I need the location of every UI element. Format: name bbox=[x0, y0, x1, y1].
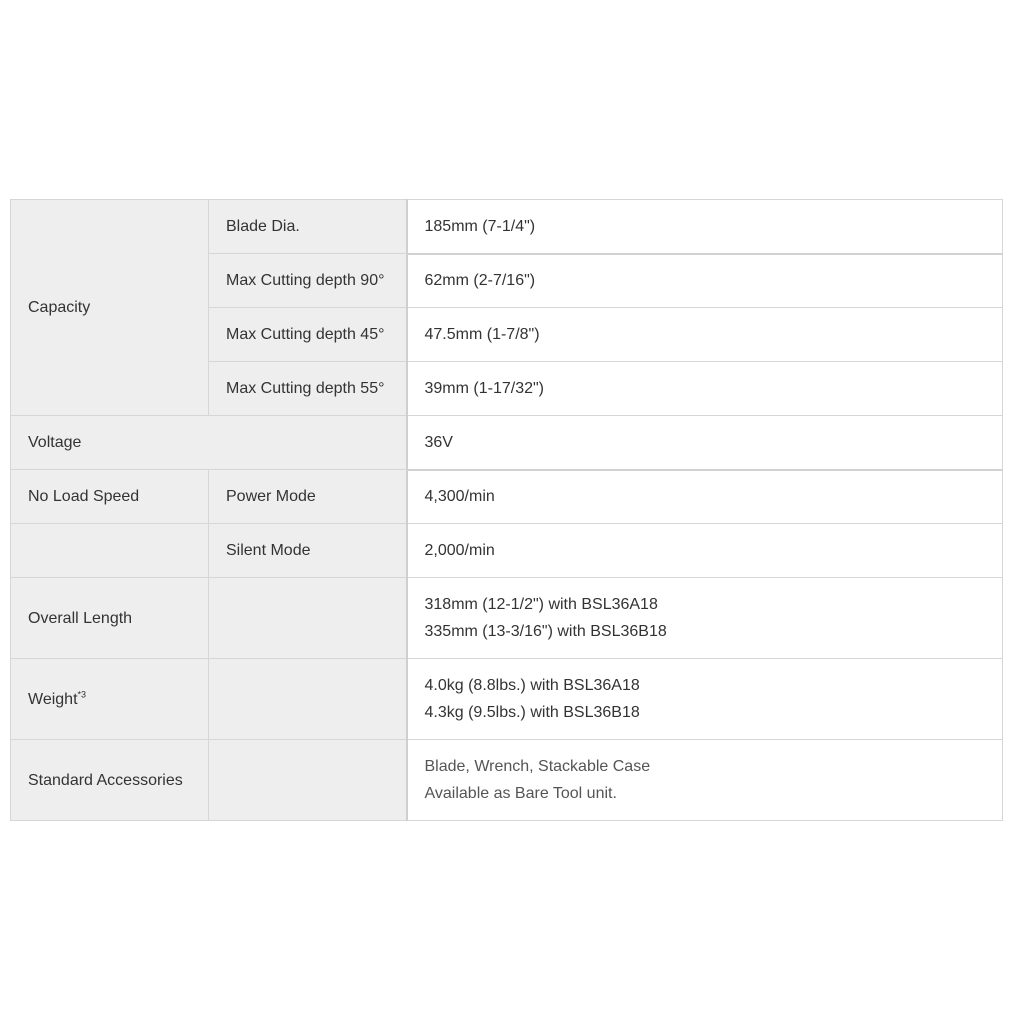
overall-length-label: Overall Length bbox=[11, 578, 209, 659]
weight-value bbox=[407, 659, 1003, 740]
overall-length-line-1: 318mm (12-1/2") with BSL36A18 bbox=[424, 596, 658, 613]
weight-label-text: Weight bbox=[28, 690, 78, 708]
cutting-depth-55-value: 39mm (1-17/32") bbox=[407, 362, 1003, 416]
cutting-depth-45-value: 47.5mm (1-7/8") bbox=[407, 308, 1003, 362]
weight-label bbox=[11, 659, 209, 740]
cutting-depth-55-label: Max Cutting depth 55° bbox=[209, 362, 407, 416]
spec-table bbox=[10, 199, 1003, 821]
cutting-depth-90-label: Max Cutting depth 90° bbox=[209, 254, 407, 308]
overall-length-value bbox=[407, 578, 1003, 659]
voltage-value: 36V bbox=[407, 416, 1003, 470]
cutting-depth-90-value: 62mm (2-7/16") bbox=[407, 254, 1003, 308]
weight-footnote: *3 bbox=[77, 689, 87, 700]
standard-accessories-label: Standard Accessories bbox=[11, 740, 209, 821]
table-row bbox=[11, 470, 1003, 524]
empty-cell bbox=[209, 740, 407, 821]
standard-accessories-value bbox=[407, 740, 1003, 821]
accessories-line-1: Blade, Wrench, Stackable Case bbox=[424, 758, 651, 775]
table-row bbox=[11, 578, 1003, 659]
overall-length-line-2: 335mm (13-3/16") with BSL36B18 bbox=[424, 623, 667, 640]
accessories-line-2: Available as Bare Tool unit. bbox=[424, 785, 617, 802]
power-mode-value: 4,300/min bbox=[407, 470, 1003, 524]
cutting-depth-45-label: Max Cutting depth 45° bbox=[209, 308, 407, 362]
power-mode-label: Power Mode bbox=[209, 470, 407, 524]
blade-dia-value: 185mm (7-1/4") bbox=[407, 200, 1003, 254]
blade-dia-label: Blade Dia. bbox=[209, 200, 407, 254]
empty-cell bbox=[209, 578, 407, 659]
table-row bbox=[11, 740, 1003, 821]
voltage-label: Voltage bbox=[11, 416, 407, 470]
empty-cell bbox=[11, 524, 209, 578]
capacity-label: Capacity bbox=[11, 200, 209, 416]
table-row bbox=[11, 659, 1003, 740]
table-row bbox=[11, 200, 1003, 254]
silent-mode-value: 2,000/min bbox=[407, 524, 1003, 578]
table-row bbox=[11, 524, 1003, 578]
no-load-speed-label: No Load Speed bbox=[11, 470, 209, 524]
empty-cell bbox=[209, 659, 407, 740]
weight-line-2: 4.3kg (9.5lbs.) with BSL36B18 bbox=[424, 704, 640, 721]
silent-mode-label: Silent Mode bbox=[209, 524, 407, 578]
weight-line-1: 4.0kg (8.8lbs.) with BSL36A18 bbox=[424, 677, 640, 694]
table-row bbox=[11, 416, 1003, 470]
